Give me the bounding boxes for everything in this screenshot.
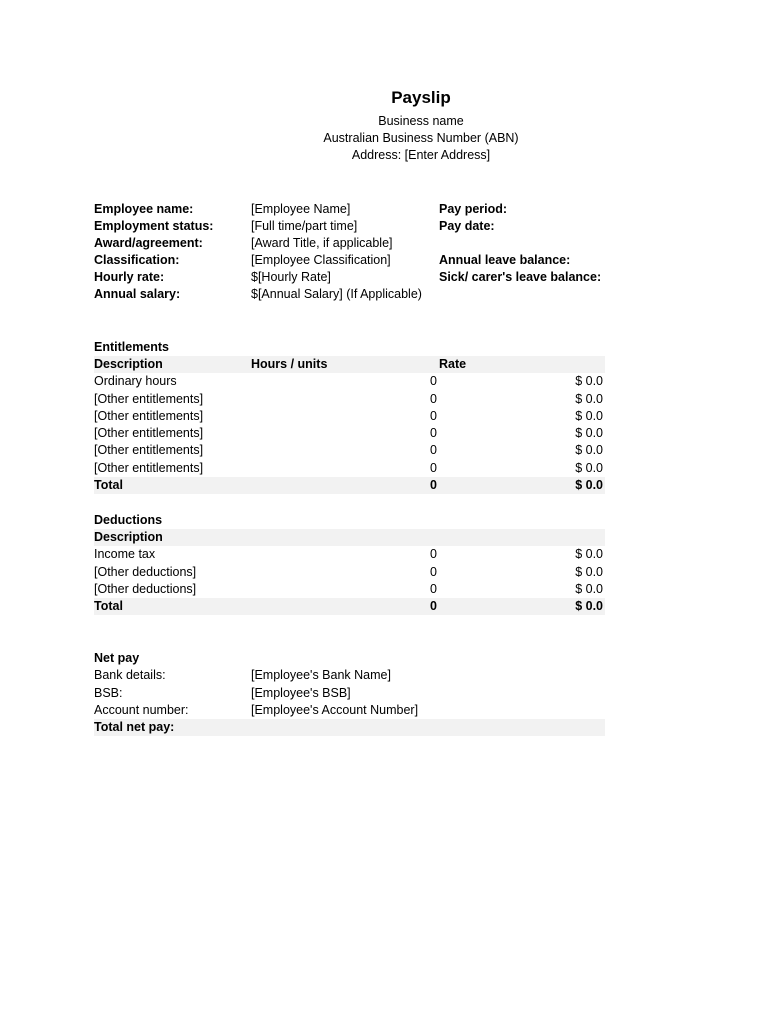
entitlement-hours: 0 (430, 392, 437, 406)
employee-row-award (94, 235, 605, 252)
page-title: Payslip (391, 88, 451, 107)
address: Address: [Enter Address] (351, 148, 491, 162)
deduction-rate: $ 0.0 (575, 582, 603, 596)
hourly-rate-value: $[Hourly Rate] (251, 270, 331, 284)
table-row (94, 373, 605, 390)
bsb-value: [Employee's BSB] (251, 686, 351, 700)
employment-status-value: [Full time/part time] (251, 219, 358, 233)
deduction-rate: $ 0.0 (575, 565, 603, 579)
entitlement-rate: $ 0.0 (575, 426, 603, 440)
entitlements-total-hours: 0 (430, 478, 437, 492)
deductions-heading-row (94, 512, 605, 529)
entitlements-title: Entitlements (94, 340, 170, 354)
entitlements-col-hours: Hours / units (251, 357, 328, 371)
entitlements-heading-row (94, 339, 605, 356)
account-number-row (94, 702, 605, 719)
entitlements-total-row (94, 477, 605, 494)
deductions-total-label: Total (94, 599, 123, 613)
employee-row-salary (94, 286, 605, 303)
entitlement-hours: 0 (430, 461, 437, 475)
entitlement-description: Ordinary hours (94, 374, 177, 388)
pay-date-label: Pay date: (439, 219, 495, 233)
entitlements-total-label: Total (94, 478, 123, 492)
employee-name-label: Employee name: (94, 202, 194, 216)
table-row (94, 460, 605, 477)
bsb-label: BSB: (94, 686, 123, 700)
employee-row-classification (94, 252, 605, 269)
entitlements-col-rate: Rate (439, 357, 467, 371)
annual-leave-label: Annual leave balance: (439, 253, 571, 267)
entitlement-rate: $ 0.0 (575, 392, 603, 406)
total-net-pay-label: Total net pay: (94, 720, 175, 734)
net-pay-heading-row (94, 650, 605, 667)
deductions-total-rate: $ 0.0 (575, 599, 603, 613)
annual-salary-value: $[Annual Salary] (If Applicable) (251, 287, 422, 301)
deductions-header-row (94, 529, 605, 546)
hourly-rate-label: Hourly rate: (94, 270, 165, 284)
deduction-rate: $ 0.0 (575, 547, 603, 561)
award-value: [Award Title, if applicable] (251, 236, 393, 250)
pay-period-label: Pay period: (439, 202, 508, 216)
sick-leave-label: Sick/ carer's leave balance: (439, 270, 602, 284)
abn: Australian Business Number (ABN) (323, 131, 519, 145)
table-row (94, 564, 605, 581)
deduction-hours: 0 (430, 547, 437, 561)
table-row (94, 581, 605, 598)
bank-details-label: Bank details: (94, 668, 166, 682)
entitlement-hours: 0 (430, 409, 437, 423)
deduction-hours: 0 (430, 565, 437, 579)
entitlement-description: [Other entitlements] (94, 409, 204, 423)
classification-label: Classification: (94, 253, 180, 267)
entitlements-header-row (94, 356, 605, 373)
deduction-description: [Other deductions] (94, 565, 197, 579)
entitlement-rate: $ 0.0 (575, 409, 603, 423)
entitlement-description: [Other entitlements] (94, 461, 204, 475)
table-row (94, 425, 605, 442)
employee-row-name (94, 201, 605, 218)
award-label: Award/agreement: (94, 236, 203, 250)
employee-row-hourly (94, 269, 605, 286)
deduction-description: Income tax (94, 547, 156, 561)
entitlement-hours: 0 (430, 426, 437, 440)
bank-details-value: [Employee's Bank Name] (251, 668, 391, 682)
classification-value: [Employee Classification] (251, 253, 391, 267)
entitlement-hours: 0 (430, 374, 437, 388)
employee-row-status (94, 218, 605, 235)
entitlements-col-description: Description (94, 357, 163, 371)
deductions-title: Deductions (94, 513, 163, 527)
entitlements-total-rate: $ 0.0 (575, 478, 603, 492)
account-number-value: [Employee's Account Number] (251, 703, 419, 717)
business-name: Business name (378, 114, 464, 128)
account-number-label: Account number: (94, 703, 189, 717)
table-row (94, 408, 605, 425)
entitlement-rate: $ 0.0 (575, 374, 603, 388)
deduction-description: [Other deductions] (94, 582, 197, 596)
deductions-total-row (94, 598, 605, 615)
net-pay-title: Net pay (94, 651, 140, 665)
entitlement-description: [Other entitlements] (94, 392, 204, 406)
entitlement-description: [Other entitlements] (94, 443, 204, 457)
deductions-col-description: Description (94, 530, 163, 544)
table-row (94, 442, 605, 459)
total-net-pay-row (94, 719, 605, 736)
employment-status-label: Employment status: (94, 219, 214, 233)
deductions-total-hours: 0 (430, 599, 437, 613)
entitlement-rate: $ 0.0 (575, 461, 603, 475)
deduction-hours: 0 (430, 582, 437, 596)
entitlement-description: [Other entitlements] (94, 426, 204, 440)
bank-details-row (94, 667, 605, 684)
bsb-row (94, 685, 605, 702)
entitlement-hours: 0 (430, 443, 437, 457)
annual-salary-label: Annual salary: (94, 287, 181, 301)
table-row (94, 391, 605, 408)
employee-name-value: [Employee Name] (251, 202, 351, 216)
entitlement-rate: $ 0.0 (575, 443, 603, 457)
table-row (94, 546, 605, 563)
